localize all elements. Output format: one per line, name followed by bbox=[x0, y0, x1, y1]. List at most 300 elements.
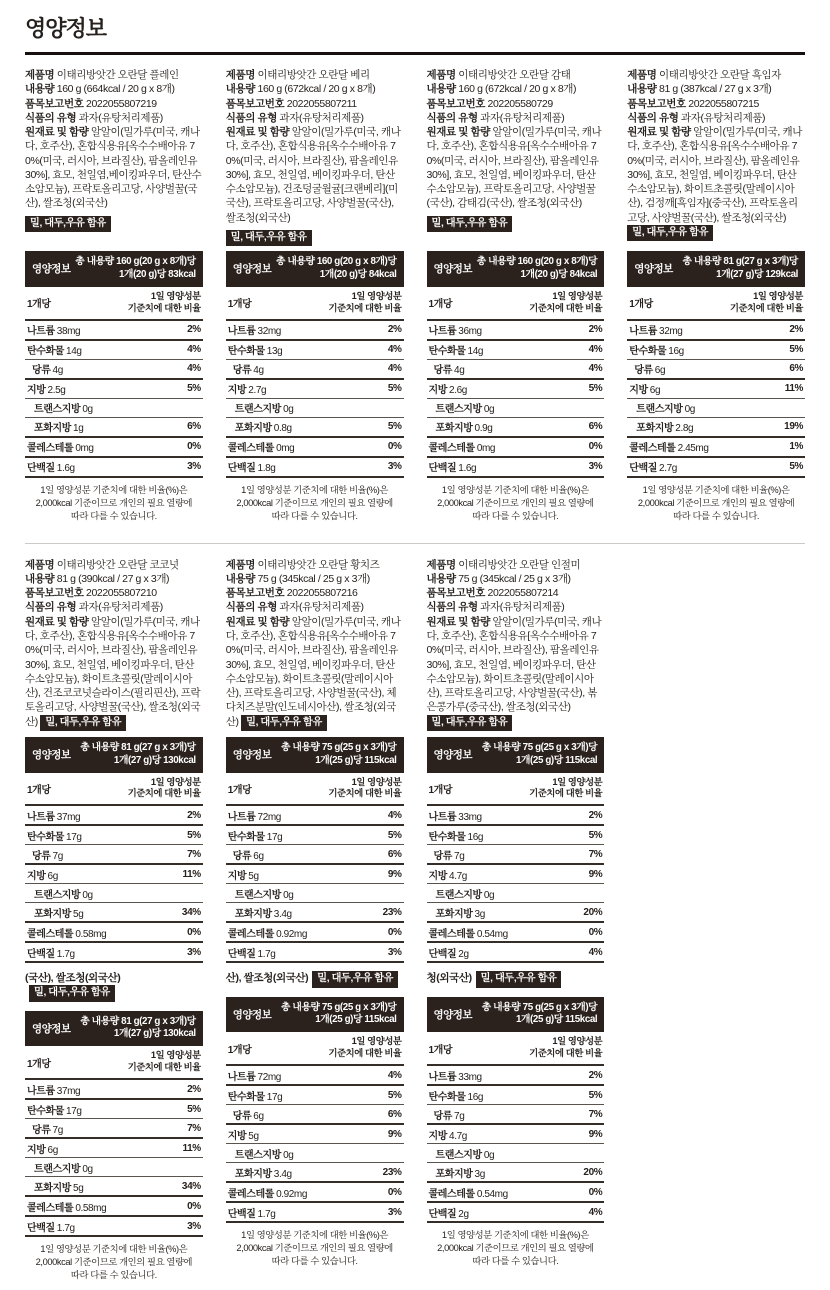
nutrient-amount: 32mg bbox=[659, 326, 683, 338]
serving-summary bbox=[276, 256, 397, 282]
nutrient-percent: 4% bbox=[187, 344, 201, 356]
daily-ratio-line: 기준치에 대한 비율 bbox=[127, 1062, 201, 1073]
nutrient-percent: 2% bbox=[588, 324, 603, 336]
nutrition-row bbox=[226, 380, 404, 399]
daily-ratio-label bbox=[529, 1036, 602, 1060]
nutrition-table-header bbox=[427, 737, 605, 773]
field-label: 원재료 및 함량 bbox=[627, 126, 691, 139]
nutrient-amount: 0g bbox=[283, 1149, 294, 1161]
nutrient-name: 당류 bbox=[433, 365, 453, 377]
nutrition-table bbox=[226, 737, 404, 964]
nutrient-name: 나트륨 bbox=[428, 811, 457, 823]
nutrition-table-title: 영양정보 bbox=[433, 263, 473, 276]
allergy-badge-line bbox=[25, 216, 203, 232]
nutrient-name: 포화지방 bbox=[435, 1168, 473, 1180]
nutrient-name: 나트륨 bbox=[27, 326, 55, 338]
daily-ratio-label bbox=[128, 777, 201, 801]
nutrient-name: 지방 bbox=[428, 385, 448, 397]
nutrition-row bbox=[226, 1163, 404, 1183]
nutrition-row bbox=[427, 418, 605, 438]
product-row-1 bbox=[25, 68, 805, 531]
nutrient-amount: 2g bbox=[458, 948, 469, 960]
footnote-line: 2,000kcal 기준이므로 개인의 필요 열량에 bbox=[437, 497, 594, 508]
nutrient-name: 단백질 bbox=[227, 948, 256, 960]
nutrient-percent: 5% bbox=[387, 829, 402, 841]
nutrition-row bbox=[25, 903, 203, 923]
nutrient-amount: 7g bbox=[454, 1110, 465, 1122]
footnote-line: 따라 다를 수 있습니다. bbox=[472, 510, 559, 521]
nutrient bbox=[629, 361, 665, 376]
field-label: 품목보고번호 bbox=[426, 97, 485, 110]
nutrition-row bbox=[226, 341, 404, 360]
footnote-line: 1일 영양성분 기준치에 대한 비율(%)은 bbox=[241, 1230, 389, 1241]
nutrient-name: 나트륨 bbox=[428, 326, 457, 338]
field-label: 원재료 및 함량 bbox=[225, 126, 290, 139]
serving-per-kcal: 1개(20 g)당 84kcal bbox=[319, 268, 397, 280]
nutrition-row bbox=[25, 321, 203, 341]
per-item-label: 1개당 bbox=[27, 1058, 51, 1070]
nutrition-row bbox=[427, 1163, 605, 1183]
nutrient bbox=[228, 381, 266, 396]
field-value: 2022055807216 bbox=[286, 587, 358, 600]
nutrient-percent: 2% bbox=[588, 1069, 603, 1081]
allergy-badge: 밀, 대두,우유 함유 bbox=[312, 971, 398, 987]
field-value: 2022055807211 bbox=[286, 97, 357, 110]
nutrient-percent: 34% bbox=[181, 906, 201, 918]
nutrient-amount: 5g bbox=[248, 1130, 259, 1142]
nutrition-column-header bbox=[427, 1032, 605, 1066]
nutrition-row bbox=[25, 806, 203, 826]
nutrition-row bbox=[627, 380, 805, 399]
nutrient-name: 지방 bbox=[27, 870, 46, 882]
daily-ratio-label bbox=[128, 291, 201, 315]
field-label: 제품명 bbox=[225, 69, 255, 81]
nutrient-percent: 0% bbox=[187, 1200, 201, 1212]
footnote-line: 2,000kcal 기준이므로 개인의 필요 열량에 bbox=[35, 497, 193, 508]
nutrient bbox=[228, 342, 283, 357]
field-label: 식품의 유형 bbox=[225, 601, 277, 614]
nutrition-row bbox=[427, 884, 605, 903]
nutrient-amount: 16g bbox=[668, 346, 684, 358]
serving-summary bbox=[281, 1002, 397, 1028]
nutrient-percent: 9% bbox=[387, 1128, 402, 1140]
nutrition-row bbox=[226, 399, 404, 418]
nutrient-name: 단백질 bbox=[428, 463, 457, 475]
allergy-badge-line bbox=[226, 230, 404, 246]
field-label: 제품명 bbox=[25, 69, 55, 81]
product-info bbox=[25, 68, 203, 249]
nutrient-percent: 11% bbox=[182, 868, 201, 880]
footnote-line: 2,000kcal 기준이므로 개인의 필요 열량에 bbox=[236, 1243, 393, 1254]
nutrient bbox=[228, 322, 281, 337]
nutrient bbox=[429, 905, 485, 920]
serving-summary bbox=[482, 1002, 598, 1028]
nutrient-amount: 6g bbox=[47, 1144, 58, 1156]
nutrient-amount: 6g bbox=[253, 850, 264, 862]
per-item-label: 1개당 bbox=[27, 784, 51, 796]
nutrient bbox=[27, 828, 82, 843]
field-value: 2022055807214 bbox=[487, 587, 559, 600]
field-value: 과자(유탕처리제품) bbox=[480, 601, 565, 614]
nutrient bbox=[228, 1146, 294, 1161]
nutrient-name: 당류 bbox=[232, 850, 252, 862]
title-rule bbox=[25, 52, 805, 55]
table-footnote bbox=[427, 478, 605, 531]
nutrient-percent: 3% bbox=[387, 1206, 402, 1218]
field-value: 과자(유탕처리제품) bbox=[78, 601, 163, 614]
nutrient-name: 포화지방 bbox=[636, 423, 674, 435]
nutrient-name: 단백질 bbox=[227, 1208, 256, 1220]
nutrition-row bbox=[627, 418, 805, 438]
nutrient-name: 지방 bbox=[629, 385, 648, 397]
nutrition-row bbox=[25, 845, 203, 865]
nutrition-row bbox=[25, 399, 203, 418]
nutrient bbox=[228, 439, 295, 454]
allergy-badge: 밀, 대두,우유 함유 bbox=[25, 216, 111, 232]
field-value: 75 g (345kcal / 25 g x 3개) bbox=[257, 572, 370, 585]
nutrient bbox=[429, 1205, 469, 1220]
daily-ratio-line: 1일 영양성분 bbox=[150, 1050, 201, 1061]
nutrient bbox=[228, 847, 264, 862]
nutrient-name: 포화지방 bbox=[234, 908, 272, 920]
nutrient bbox=[228, 886, 294, 901]
nutrition-row bbox=[427, 845, 605, 865]
nutrient-amount: 0g bbox=[283, 404, 294, 416]
nutrition-table-title: 영양정보 bbox=[32, 1022, 71, 1035]
nutrition-row bbox=[226, 1066, 404, 1086]
daily-ratio-line: 1일 영양성분 bbox=[552, 1036, 603, 1047]
nutrient bbox=[228, 905, 292, 920]
food-type-line bbox=[25, 600, 203, 614]
footnote-line: 2,000kcal 기준이므로 개인의 필요 열량에 bbox=[637, 497, 795, 508]
footnote-line: 따라 다를 수 있습니다. bbox=[271, 1256, 358, 1267]
field-label: 식품의 유형 bbox=[25, 601, 77, 614]
nutrient-name: 포화지방 bbox=[234, 423, 272, 435]
nutrition-column-header bbox=[25, 1046, 203, 1080]
nutrient-name: 당류 bbox=[32, 1124, 51, 1136]
allergy-badge: 밀, 대두,우유 함유 bbox=[476, 971, 562, 987]
nutrition-table bbox=[226, 997, 404, 1277]
daily-ratio-line: 기준치에 대한 비율 bbox=[729, 302, 803, 313]
ingredients-paragraph bbox=[226, 615, 404, 731]
nutrient-amount: 17g bbox=[66, 831, 82, 843]
nutrition-row bbox=[25, 1217, 203, 1237]
nutrient-amount: 6g bbox=[654, 365, 666, 377]
nutrient-amount: 0mg bbox=[276, 443, 295, 455]
field-value: 81 g (390kcal / 27 g x 3개) bbox=[56, 572, 170, 585]
nutrition-table bbox=[25, 1011, 203, 1290]
nutrient-name: 트랜스지방 bbox=[34, 889, 81, 901]
nutrient-amount: 1.7g bbox=[56, 948, 75, 960]
nutrient bbox=[629, 459, 677, 474]
nutrient bbox=[429, 867, 467, 882]
nutrient-amount: 0g bbox=[82, 1163, 93, 1175]
nutrition-row bbox=[226, 438, 404, 458]
nutrition-row bbox=[427, 360, 605, 380]
nutrient-amount: 2.6g bbox=[449, 385, 467, 397]
serving-summary bbox=[482, 742, 598, 768]
field-label: 내용량 bbox=[25, 572, 55, 585]
nutrition-row bbox=[427, 438, 605, 458]
product-name-line bbox=[427, 68, 605, 82]
daily-ratio-line: 기준치에 대한 비율 bbox=[529, 302, 603, 313]
serving-per-kcal: 1개(25 g)당 115kcal bbox=[315, 754, 397, 766]
nutrient bbox=[429, 1146, 495, 1161]
field-value: 2022055807215 bbox=[688, 97, 759, 110]
fragment-text: 산), 쌀조청(외국산) bbox=[225, 972, 309, 985]
nutrition-row bbox=[25, 1119, 203, 1139]
product-column bbox=[427, 68, 605, 531]
field-value: 과자(유탕처리제품) bbox=[681, 111, 766, 124]
nutrition-row bbox=[427, 1203, 605, 1223]
nutrient bbox=[429, 361, 465, 376]
nutrient-name: 포화지방 bbox=[435, 908, 473, 920]
field-label: 품목보고번호 bbox=[225, 97, 285, 110]
nutrition-table bbox=[25, 737, 203, 964]
row-divider bbox=[25, 543, 805, 544]
nutrient-amount: 5g bbox=[73, 1182, 84, 1194]
nutrient-amount: 1.7g bbox=[56, 1222, 75, 1234]
nutrient-percent: 0% bbox=[187, 441, 201, 453]
daily-ratio-label bbox=[328, 291, 401, 315]
per-item-label: 1개당 bbox=[227, 1044, 252, 1056]
nutrition-column-header bbox=[627, 287, 805, 321]
nutrient-amount: 13g bbox=[266, 346, 283, 358]
nutrient-percent: 3% bbox=[387, 946, 402, 958]
nutrition-table-title: 영양정보 bbox=[634, 263, 673, 276]
nutrient-name: 단백질 bbox=[227, 463, 256, 475]
nutrition-row bbox=[627, 360, 805, 380]
net-content-line bbox=[427, 572, 605, 586]
nutrient bbox=[429, 1185, 508, 1200]
nutrient-amount: 7g bbox=[52, 850, 63, 862]
allergy-badge: 밀, 대두,우유 함유 bbox=[241, 715, 327, 731]
field-value: 이태리방앗간 오란달 플레인 bbox=[56, 69, 179, 81]
nutrient-name: 나트륨 bbox=[227, 1071, 256, 1083]
per-item-label: 1개당 bbox=[428, 784, 453, 796]
nutrient-name: 포화지방 bbox=[234, 1168, 272, 1180]
footnote-line: 2,000kcal 기준이므로 개인의 필요 열량에 bbox=[236, 497, 393, 508]
nutrition-table-title: 영양정보 bbox=[32, 749, 71, 762]
nutrient-amount: 72mg bbox=[257, 811, 281, 823]
product-info bbox=[627, 68, 805, 249]
nutrient-percent: 4% bbox=[387, 363, 402, 375]
nutrition-row bbox=[226, 1203, 404, 1223]
nutrient bbox=[228, 1107, 264, 1122]
food-type-line bbox=[226, 111, 404, 125]
nutrient-amount: 5g bbox=[248, 870, 259, 882]
net-content-line bbox=[25, 82, 203, 96]
field-label: 식품의 유형 bbox=[627, 111, 679, 124]
nutrition-row bbox=[427, 943, 605, 963]
daily-ratio-line: 1일 영양성분 bbox=[150, 776, 201, 787]
food-type-line bbox=[427, 600, 605, 614]
nutrient-name: 지방 bbox=[428, 1130, 448, 1142]
nutrition-column-header bbox=[25, 287, 203, 321]
ingredients-paragraph bbox=[226, 125, 404, 225]
nutrient-percent: 3% bbox=[387, 461, 402, 473]
serving-total: 총 내용량 75 g(25 g x 3개)당 bbox=[281, 1001, 397, 1013]
nutrient-name: 콜레스테롤 bbox=[27, 928, 74, 940]
nutrition-row bbox=[226, 360, 404, 380]
field-label: 내용량 bbox=[426, 572, 456, 585]
product-info bbox=[226, 68, 404, 249]
nutrient bbox=[27, 322, 80, 337]
daily-ratio-line: 기준치에 대한 비율 bbox=[127, 788, 201, 799]
nutrient bbox=[27, 945, 75, 960]
nutrient-name: 단백질 bbox=[27, 1222, 55, 1234]
field-label: 제품명 bbox=[426, 558, 456, 571]
nutrient bbox=[27, 925, 106, 940]
nutrition-row bbox=[25, 826, 203, 845]
field-label: 제품명 bbox=[426, 69, 456, 81]
nutrient bbox=[228, 867, 259, 882]
nutrition-row bbox=[226, 321, 404, 341]
field-value: 이태리방앗간 오란달 흑임자 bbox=[659, 69, 781, 81]
nutrient bbox=[429, 808, 482, 823]
nutrition-row bbox=[427, 806, 605, 826]
nutrient-percent: 7% bbox=[187, 848, 201, 860]
nutrient-amount: 17g bbox=[66, 1105, 82, 1117]
serving-total: 총 내용량 81 g(27 g x 3개)당 bbox=[80, 1015, 196, 1027]
serving-per-kcal: 1개(25 g)당 115kcal bbox=[315, 1014, 397, 1026]
per-item-label: 1개당 bbox=[27, 299, 51, 311]
nutrition-table bbox=[427, 997, 605, 1277]
nutrient bbox=[27, 1082, 80, 1097]
nutrient-name: 탄수화물 bbox=[629, 346, 667, 358]
field-label: 품목보고번호 bbox=[426, 587, 485, 600]
field-value: 과자(유탕처리제품) bbox=[279, 111, 364, 124]
net-content-line bbox=[427, 82, 605, 96]
nutrition-row bbox=[25, 1100, 203, 1119]
nutrition-row bbox=[25, 943, 203, 963]
field-value: 알알이(밀가루(미국, 캐나다, 호주산), 혼합식용유[옥수수배아유 70%(미국, 러시아, 브라질산), 팜올레인유 30%], 효모, 천일염, 베이킹파우더, 탄산수소암모늄), 건조덩굴월귤[크랜베리](미국산), 프락토올리고당, 사양벌꿀(국산), 쌀조청(외국산) bbox=[225, 126, 401, 224]
nutrient bbox=[27, 400, 93, 415]
daily-ratio-line: 1일 영양성분 bbox=[351, 290, 402, 301]
nutrient-name: 포화지방 bbox=[34, 908, 72, 920]
field-label: 제품명 bbox=[627, 69, 657, 81]
nutrition-row bbox=[627, 458, 805, 478]
nutrient-name: 당류 bbox=[32, 365, 51, 377]
footnote-line: 1일 영양성분 기준치에 대한 비율(%)은 bbox=[642, 484, 790, 495]
nutrition-row bbox=[427, 399, 605, 418]
nutrient-percent: 20% bbox=[583, 1166, 603, 1178]
nutrient bbox=[228, 400, 294, 415]
field-label: 내용량 bbox=[426, 83, 456, 96]
daily-ratio-label bbox=[730, 291, 803, 315]
nutrient-name: 지방 bbox=[227, 385, 247, 397]
allergy-badge: 밀, 대두,우유 함유 bbox=[226, 230, 312, 246]
nutrient bbox=[429, 342, 484, 357]
footnote-line: 1일 영양성분 기준치에 대한 비율(%)은 bbox=[40, 484, 188, 495]
nutrition-row bbox=[25, 418, 203, 438]
daily-ratio-line: 기준치에 대한 비율 bbox=[328, 302, 402, 313]
nutrient-name: 트랜스지방 bbox=[636, 404, 683, 416]
food-type-line bbox=[627, 111, 805, 125]
product-column bbox=[627, 68, 805, 531]
nutrient-name: 트랜스지방 bbox=[34, 404, 81, 416]
nutrient-amount: 37mg bbox=[56, 1085, 81, 1097]
nutrient-percent: 9% bbox=[588, 868, 603, 880]
nutrient bbox=[429, 828, 484, 843]
field-value: 이태리방앗간 오란달 코코넛 bbox=[56, 558, 179, 571]
nutrient-amount: 0g bbox=[483, 1149, 495, 1161]
serving-total: 총 내용량 160 g(20 g x 8개)당 bbox=[75, 256, 196, 267]
nutrient bbox=[27, 1219, 75, 1234]
nutrient-amount: 2.45mg bbox=[677, 443, 709, 455]
nutrient bbox=[228, 361, 264, 376]
daily-ratio-label bbox=[529, 777, 602, 801]
product-name-line bbox=[427, 558, 605, 572]
nutrient-amount: 37mg bbox=[56, 811, 81, 823]
nutrient-percent: 0% bbox=[387, 1186, 402, 1198]
nutrition-table-header bbox=[226, 251, 404, 287]
nutrient-percent: 5% bbox=[387, 421, 402, 433]
ingredients-repeat-fragment bbox=[25, 970, 203, 1001]
ingredients-paragraph bbox=[427, 125, 605, 211]
nutrient-amount: 36mg bbox=[458, 326, 482, 338]
nutrition-row bbox=[25, 341, 203, 360]
serving-total: 총 내용량 75 g(25 g x 3개)당 bbox=[481, 1001, 598, 1013]
nutrient-name: 나트륨 bbox=[27, 811, 55, 823]
nutrient-amount: 4g bbox=[253, 365, 264, 377]
nutrition-table-title: 영양정보 bbox=[232, 1008, 272, 1021]
nutrient-name: 콜레스테롤 bbox=[428, 928, 475, 940]
field-value: 이태리방앗간 오란달 베리 bbox=[257, 69, 370, 81]
nutrient-name: 당류 bbox=[232, 1110, 252, 1122]
nutrient-percent: 5% bbox=[789, 461, 803, 473]
nutrient-percent: 4% bbox=[387, 809, 402, 821]
nutrient-percent: 0% bbox=[387, 926, 402, 938]
ingredients-paragraph bbox=[25, 615, 203, 731]
field-label: 내용량 bbox=[25, 83, 55, 96]
nutrient-amount: 1.7g bbox=[257, 1208, 276, 1220]
field-value: 알알이(밀가루(미국, 캐나다, 호주산), 혼합식용유[옥수수배아유 70%(미국, 러시아, 브라질산), 팜올레인유 30%], 효모, 천일염, 베이킹파우더, 탄산수소암모늄), 화이트초콜릿(말레이시아산), 프락토올리고당, 사양벌꿀(국산), 볶은콩가루(중국산), 쌀조청(외국산) bbox=[426, 615, 602, 714]
nutrient bbox=[429, 1107, 465, 1122]
nutrition-row bbox=[25, 380, 203, 399]
net-content-line bbox=[226, 572, 404, 586]
nutrient bbox=[27, 1160, 93, 1175]
nutrient-name: 당류 bbox=[433, 1110, 453, 1122]
nutrient-amount: 7g bbox=[454, 850, 465, 862]
nutrition-column-header bbox=[226, 287, 404, 321]
allergy-badge: 밀, 대두,우유 함유 bbox=[427, 216, 513, 232]
product-name-line bbox=[25, 558, 203, 572]
nutrient-amount: 16g bbox=[467, 1091, 484, 1103]
nutrition-row bbox=[226, 418, 404, 438]
nutrition-table-title: 영양정보 bbox=[232, 749, 272, 762]
nutrient-percent: 0% bbox=[588, 926, 603, 938]
ingredients-repeat-fragment bbox=[427, 970, 605, 987]
nutrient-amount: 0.58mg bbox=[75, 928, 107, 940]
nutrient-name: 지방 bbox=[227, 1130, 247, 1142]
field-label: 품목보고번호 bbox=[25, 587, 84, 600]
nutrient-name: 트랜스지방 bbox=[435, 889, 482, 901]
footnote-line: 1일 영양성분 기준치에 대한 비율(%)은 bbox=[40, 1244, 188, 1255]
serving-summary bbox=[80, 1016, 196, 1042]
nutrition-row bbox=[226, 845, 404, 865]
nutrient-percent: 6% bbox=[588, 421, 603, 433]
nutrient-name: 단백질 bbox=[629, 463, 658, 475]
footnote-line: 따라 다를 수 있습니다. bbox=[673, 510, 760, 521]
nutrient-percent: 4% bbox=[588, 344, 603, 356]
nutrient-percent: 5% bbox=[387, 1089, 402, 1101]
allergy-badge: 밀, 대두,우유 함유 bbox=[627, 225, 713, 241]
nutrient-percent: 2% bbox=[387, 324, 402, 336]
nutrition-row bbox=[226, 1105, 404, 1125]
allergy-badge-line bbox=[427, 216, 605, 232]
nutrient-name: 탄수화물 bbox=[227, 1091, 265, 1103]
